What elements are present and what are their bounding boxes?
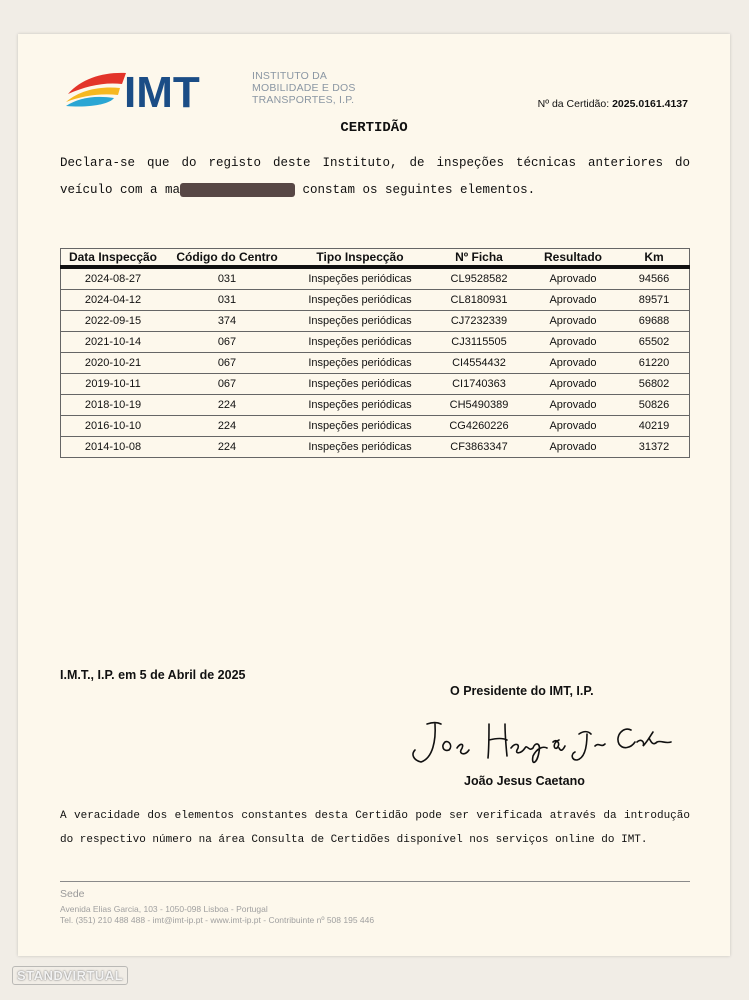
page-title: CERTIDÃO [340, 120, 408, 136]
cell-result: Aprovado [527, 437, 619, 458]
cell-result: Aprovado [527, 332, 619, 353]
cell-date: 2024-08-27 [61, 267, 166, 290]
place-date: I.M.T., I.P. em 5 de Abril de 2025 [60, 668, 246, 682]
declaration-part-1: Declara-se que do registo deste Instituto, de inspeções técnicas anteriores do veículo com a ma [60, 156, 690, 197]
col-header-date: Data Inspecção [61, 249, 166, 268]
certificate-sheet [18, 34, 730, 956]
cell-result: Aprovado [527, 290, 619, 311]
cell-result: Aprovado [527, 311, 619, 332]
cell-type: Inspeções periódicas [289, 416, 431, 437]
declaration-part-2: constam os seguintes elementos. [295, 183, 536, 197]
table-row [61, 311, 690, 332]
footer-divider [60, 881, 690, 882]
cell-date: 2019-10-11 [61, 374, 166, 395]
cell-km: 31372 [619, 437, 690, 458]
imt-logo-letters: IMT [124, 68, 200, 114]
cell-ficha: CH5490389 [431, 395, 527, 416]
cell-result: Aprovado [527, 416, 619, 437]
col-header-center: Código do Centro [165, 249, 289, 268]
imt-logo [64, 64, 356, 114]
cell-km: 50826 [619, 395, 690, 416]
cell-km: 69688 [619, 311, 690, 332]
cell-km: 61220 [619, 353, 690, 374]
certificate-number-value: 2025.0161.4137 [612, 98, 688, 110]
footer-address: Avenida Elias Garcia, 103 - 1050-098 Lisboa - Portugal [60, 904, 268, 914]
cell-km: 56802 [619, 374, 690, 395]
redacted-plate [180, 183, 295, 197]
inspections-table [60, 248, 690, 458]
cell-date: 2021-10-14 [61, 332, 166, 353]
president-title: O Presidente do IMT, I.P. [450, 684, 594, 698]
institute-line: MOBILIDADE E DOS [252, 82, 356, 94]
cell-center: 067 [165, 374, 289, 395]
cell-ficha: CL8180931 [431, 290, 527, 311]
cell-km: 94566 [619, 267, 690, 290]
cell-ficha: CI4554432 [431, 353, 527, 374]
cell-type: Inspeções periódicas [289, 353, 431, 374]
cell-type: Inspeções periódicas [289, 311, 431, 332]
cell-date: 2018-10-19 [61, 395, 166, 416]
cell-date: 2014-10-08 [61, 437, 166, 458]
table-row [61, 290, 690, 311]
imt-logo-mark [64, 64, 204, 114]
cell-type: Inspeções periódicas [289, 290, 431, 311]
cell-type: Inspeções periódicas [289, 437, 431, 458]
col-header-result: Resultado [527, 249, 619, 268]
cell-result: Aprovado [527, 374, 619, 395]
standvirtual-watermark: STANDVIRTUAL [12, 966, 128, 985]
col-header-ficha: Nº Ficha [431, 249, 527, 268]
cell-center: 224 [165, 395, 289, 416]
certificate-number-label: Nº da Certidão: [537, 98, 610, 110]
cell-result: Aprovado [527, 267, 619, 290]
cell-type: Inspeções periódicas [289, 332, 431, 353]
cell-center: 224 [165, 437, 289, 458]
cell-result: Aprovado [527, 353, 619, 374]
col-header-km: Km [619, 249, 690, 268]
table-header-row [61, 249, 690, 268]
cell-km: 89571 [619, 290, 690, 311]
col-header-type: Tipo Inspecção [289, 249, 431, 268]
table-row [61, 353, 690, 374]
cell-ficha: CJ7232339 [431, 311, 527, 332]
cell-date: 2022-09-15 [61, 311, 166, 332]
table-row [61, 332, 690, 353]
cell-center: 224 [165, 416, 289, 437]
president-signature [403, 702, 683, 772]
footer-sede-label: Sede [60, 888, 85, 900]
table-row [61, 267, 690, 290]
institute-line: TRANSPORTES, I.P. [252, 94, 355, 106]
cell-type: Inspeções periódicas [289, 374, 431, 395]
cell-km: 40219 [619, 416, 690, 437]
cell-center: 067 [165, 353, 289, 374]
certificate-number [538, 98, 688, 110]
cell-center: 374 [165, 311, 289, 332]
cell-center: 031 [165, 290, 289, 311]
president-name: João Jesus Caetano [464, 774, 585, 788]
cell-center: 031 [165, 267, 289, 290]
cell-km: 65502 [619, 332, 690, 353]
institute-name [252, 70, 356, 106]
footer-contacts: Tel. (351) 210 488 488 - imt@imt-ip.pt - www.imt-ip.pt - Contribuinte nº 508 195 446 [60, 915, 375, 925]
cell-date: 2024-04-12 [61, 290, 166, 311]
cell-ficha: CG4260226 [431, 416, 527, 437]
cell-ficha: CI1740363 [431, 374, 527, 395]
cell-date: 2020-10-21 [61, 353, 166, 374]
declaration-text [60, 150, 690, 204]
cell-center: 067 [165, 332, 289, 353]
cell-date: 2016-10-10 [61, 416, 166, 437]
table-row [61, 374, 690, 395]
institute-line: INSTITUTO DA [252, 70, 328, 82]
table-row [61, 416, 690, 437]
cell-result: Aprovado [527, 395, 619, 416]
cell-ficha: CL9528582 [431, 267, 527, 290]
cell-type: Inspeções periódicas [289, 395, 431, 416]
cell-ficha: CF3863347 [431, 437, 527, 458]
cell-ficha: CJ3115505 [431, 332, 527, 353]
table-row [61, 395, 690, 416]
cell-type: Inspeções periódicas [289, 267, 431, 290]
verification-text: A veracidade dos elementos constantes desta Certidão pode ser verificada através da introdução do respectivo número na área Consulta de Certidões disponível nos serviços online do IMT. [60, 810, 690, 846]
inspections-table-body [61, 267, 690, 458]
table-row [61, 437, 690, 458]
